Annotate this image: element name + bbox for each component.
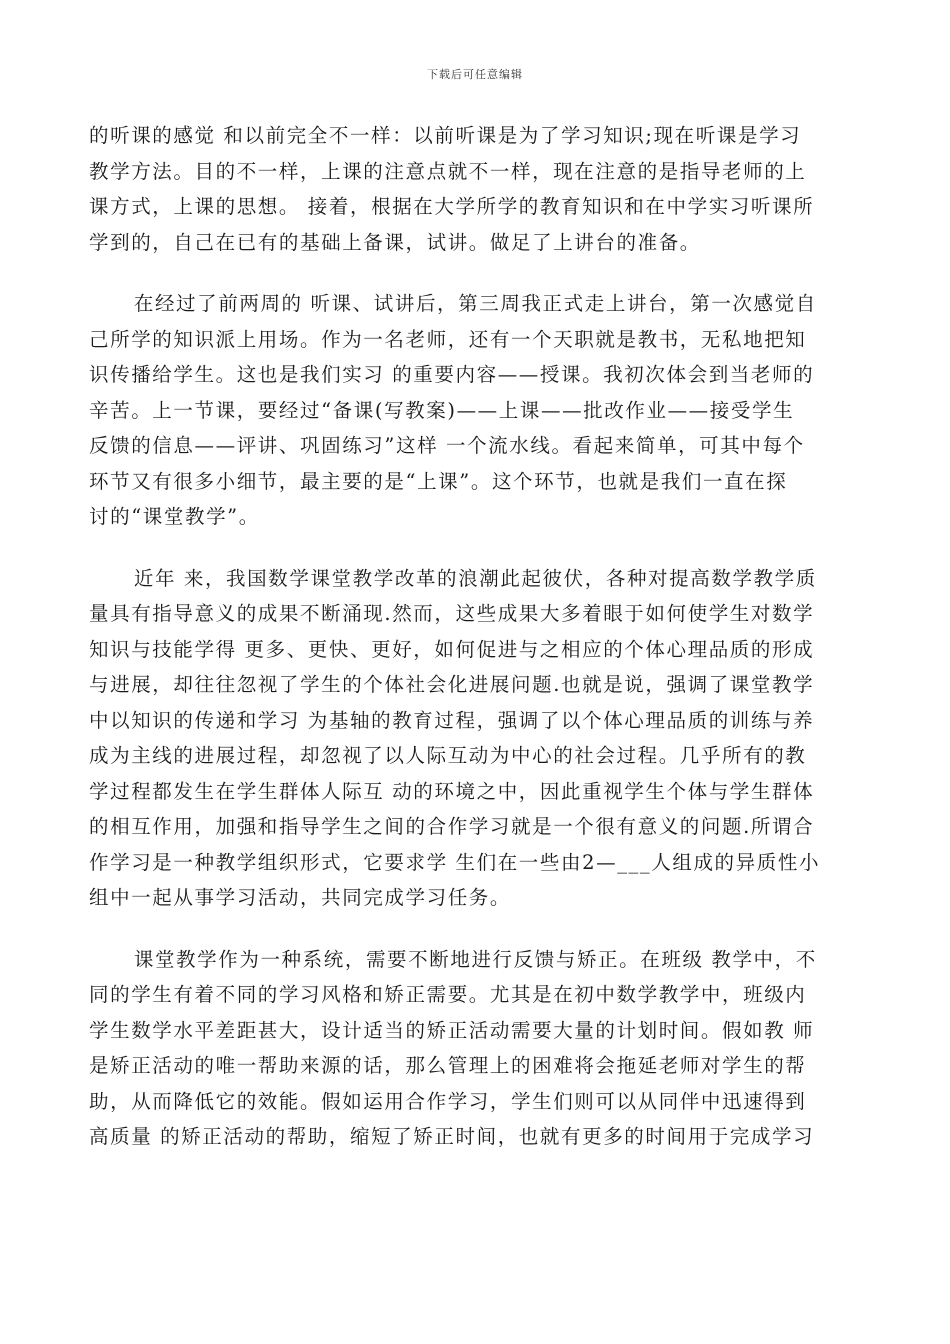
- text-line: 成为主线的进展过程，却忽视了以人际互动为中心的社会过程。几乎所有的教: [89, 744, 807, 767]
- text-line: 在经过了前两周的 听课、试讲后，第三周我正式走上讲台，第一次感觉自: [133, 292, 817, 315]
- text-line: 环节又有很多小细节，最主要的是“上课”。这个环节，也就是我们一直在探: [89, 469, 788, 493]
- text-line: 中以知识的传递和学习 为基轴的教育过程，强调了以个体心理品质的训练与养: [89, 708, 815, 732]
- text-line: 的相互作用，加强和指导学生之间的合作学习就是一个很有意义的问题.所谓合: [89, 815, 815, 838]
- text-line: 学生数学水平差距甚大，设计适当的矫正活动需要大量的计划时间。假如教 师: [89, 1018, 815, 1042]
- text-line: 高质量 的矫正活动的帮助，缩短了矫正时间，也就有更多的时间用于完成学习: [89, 1125, 815, 1148]
- text-line: 学到的，自己在已有的基础上备课，试讲。做足了上讲台的准备。: [89, 230, 701, 254]
- text-line: 课堂教学作为一种系统，需要不断地进行反馈与矫正。在班级 教学中，不: [133, 947, 817, 971]
- text-line: 量具有指导意义的成果不断涌现.然而，这些成果大多着眼于如何使学生对数学: [89, 602, 815, 625]
- text-line: 课方式，上课的思想。 接着，根据在大学所学的教育知识和在中学实习听课所: [89, 195, 815, 218]
- paragraph-3: [89, 561, 861, 916]
- text-line: 教学方法。目的不一样，上课的注意点就不一样，现在注意的是指导老师的上: [89, 159, 807, 183]
- text-line: 近年 来，我国数学课堂教学改革的浪潮此起彼伏，各种对提高数学教学质: [133, 566, 817, 590]
- text-line: 反馈的信息——评讲、巩固练习”这样 一个流水线。看起来简单，可其中每个: [89, 434, 805, 457]
- text-line: 助，从而降低它的效能。假如运用合作学习，学生们则可以从同伴中迅速得到: [89, 1089, 807, 1113]
- document-body: [89, 118, 861, 1155]
- text-line: 讨的“课堂教学”。: [89, 505, 260, 528]
- text-line: 与进展，却往往忽视了学生的个体社会化进展问题.也就是说，强调了课堂教学: [89, 673, 815, 696]
- paragraph-2: [89, 286, 861, 535]
- text-line: 是矫正活动的唯一帮助来源的话，那么管理上的困难将会拖延老师对学生的帮: [89, 1054, 807, 1077]
- text-line: 学过程都发生在学生群体人际互 动的环境之中，因此重视学生个体与学生群体: [89, 779, 815, 803]
- text-line: 组中一起从事学习活动，共同完成学习任务。: [89, 886, 512, 909]
- text-line: 的听课的感觉 和以前完全不一样：以前听课是为了学习知识;现在听课是学习: [89, 124, 802, 147]
- text-line: 辛苦。上一节课，要经过“备课(写教案)——上课——批改作业——接受学生: [89, 398, 795, 422]
- text-line: 己所学的知识派上用场。作为一名老师，还有一个天职就是教书，无私地把知: [89, 327, 807, 351]
- text-line: 同的学生有着不同的学习风格和矫正需要。尤其是在初中数学教学中，班级内: [89, 983, 807, 1006]
- text-line: 知识与技能学得 更多、更快、更好，如何促进与之相应的个体心理品质的形成: [89, 637, 815, 661]
- page-header-note: 下载后可任意编辑: [427, 68, 523, 81]
- paragraph-1: [89, 118, 861, 260]
- text-line: 作学习是一种教学组织形式，它要求学 生们在一些由2—___人组成的异质性小: [89, 850, 821, 874]
- paragraph-4: [89, 942, 861, 1155]
- text-line: 识传播给学生。这也是我们实习 的重要内容——授课。我初次体会到当老师的: [89, 363, 815, 386]
